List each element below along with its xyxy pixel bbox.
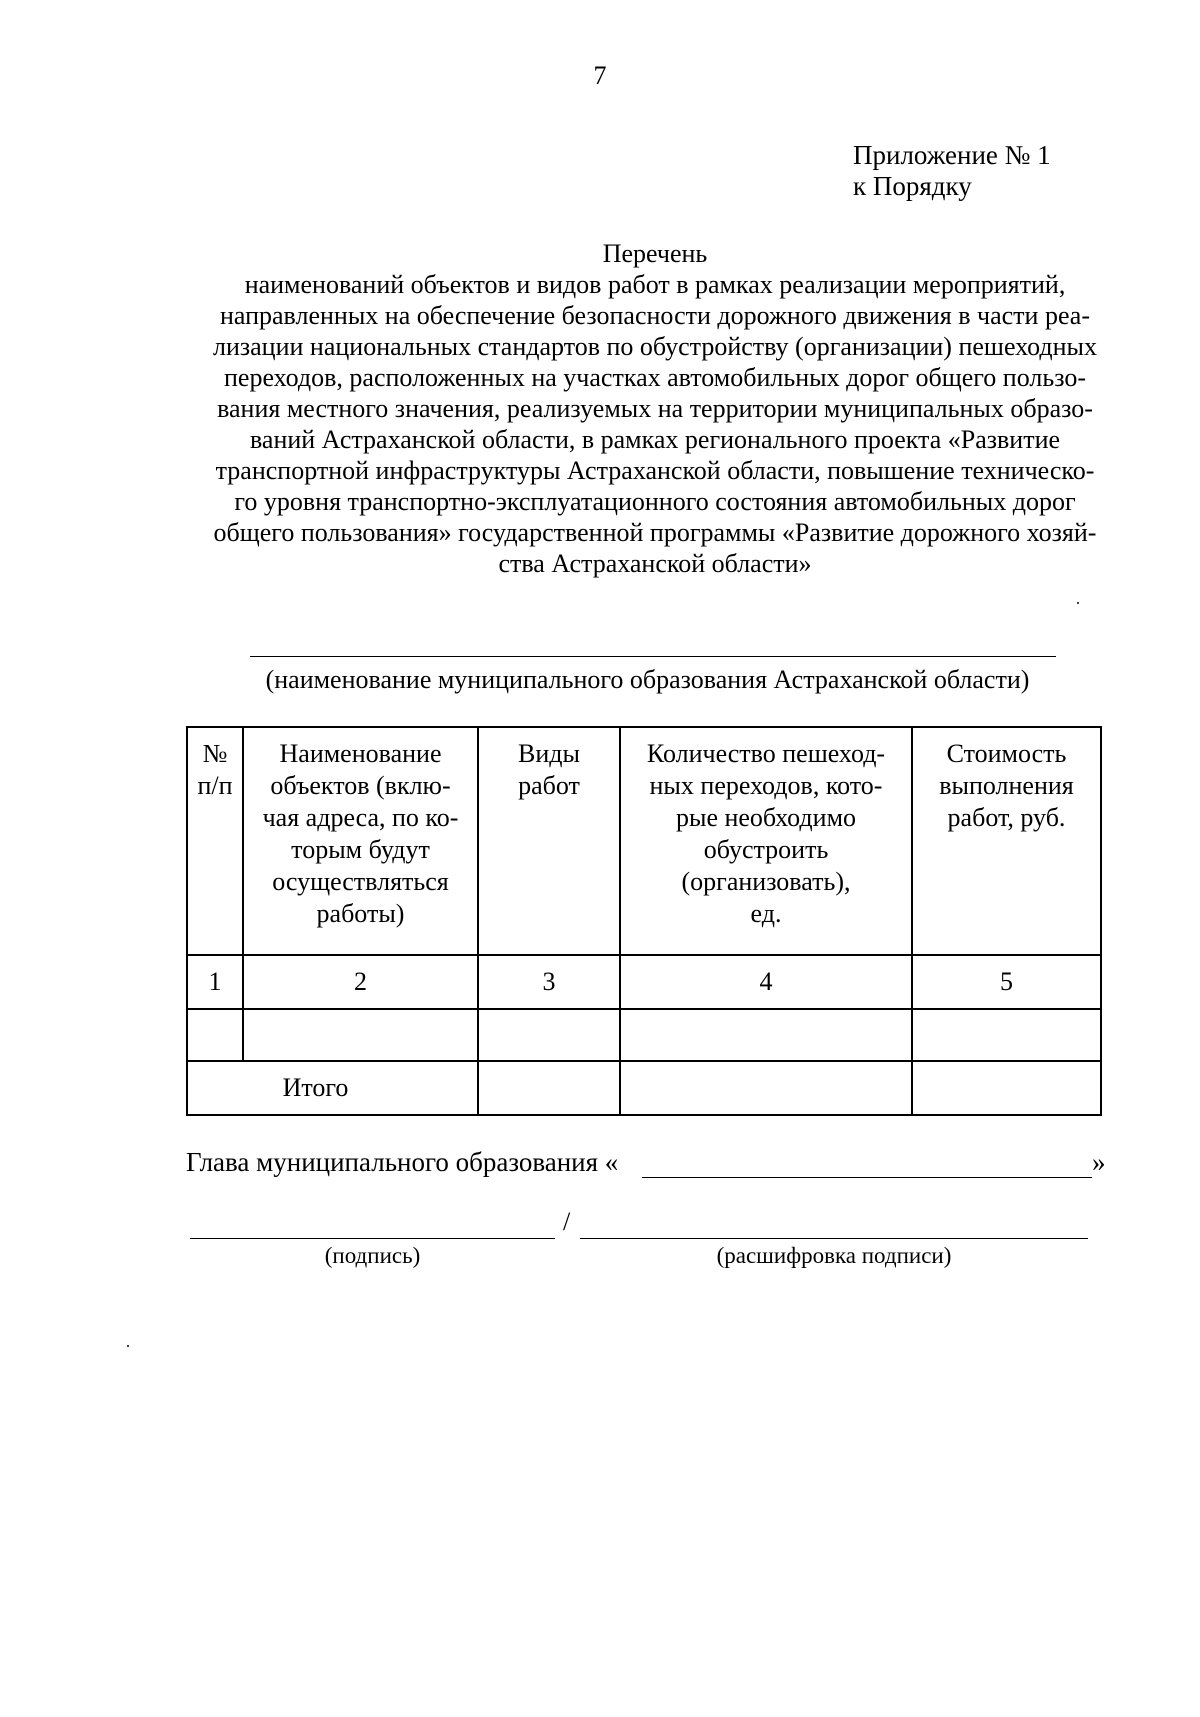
empty-cell[interactable] (187, 1009, 243, 1061)
signature-caption: (подпись) (324, 1243, 421, 1268)
column-numbers-row (187, 955, 1101, 1009)
column-number-cell: 4 (620, 955, 912, 1009)
total-cost-cell[interactable] (912, 1061, 1101, 1115)
column-number-cell: 2 (243, 955, 478, 1009)
column-number-cell: 1 (187, 955, 243, 1009)
signature-separator: / (563, 1207, 571, 1236)
empty-cell[interactable] (478, 1009, 620, 1061)
header-cell-number: № п/п (187, 727, 243, 955)
heading-line: транспортной инфраструктуры Астраханской области, повышение техническо- (215, 456, 1095, 485)
municipality-caption: (наименование муниципального образования Астраханской области) (265, 665, 1030, 694)
heading-line: вания местного значения, реализуемых на территории муниципальных образо- (217, 394, 1093, 423)
heading-line: переходов, расположенных на участках автомобильных дорог общего пользо- (224, 363, 1086, 392)
table-header-row (187, 727, 1101, 955)
heading-line: го уровня транспортно-эксплуатационного состояния автомобильных дорог (234, 487, 1076, 516)
heading-line: направленных на обеспечение безопасности дорожного движения в части реа- (219, 301, 1090, 330)
heading-line: ваний Астраханской области, в рамках регионального проекта «Развитие (249, 425, 1061, 454)
empty-cell[interactable] (620, 1009, 912, 1061)
page-number: 7 (593, 61, 607, 90)
appendix-line-2: к Порядку (853, 171, 972, 201)
column-number-cell: 5 (912, 955, 1101, 1009)
municipality-head-label: Глава муниципального образования « (186, 1147, 619, 1177)
heading-line: наименований объектов и видов работ в рамках реализации мероприятий, (244, 270, 1066, 299)
header-cell-object-name: Наименование объектов (вклю- чая адреса, по ко- торым будут осуществляться работы) (243, 727, 478, 955)
total-crossings-cell[interactable] (620, 1061, 912, 1115)
heading-title: Перечень (602, 239, 708, 268)
total-label: Итого (187, 1061, 478, 1115)
total-work-types-cell[interactable] (478, 1061, 620, 1115)
scan-speck (127, 1345, 129, 1347)
signature-line (190, 1238, 555, 1239)
signature-decode-caption: (расшифровка подписи) (716, 1243, 952, 1268)
heading-line: общего пользования» государственной программы «Развитие дорожного хозяй- (213, 518, 1097, 547)
heading-line: лизации национальных стандартов по обустройству (организации) пешеходных (212, 332, 1098, 361)
municipality-head-blank-line (642, 1177, 1092, 1178)
header-cell-work-types: Виды работ (478, 727, 620, 955)
empty-cell[interactable] (243, 1009, 478, 1061)
table-row (187, 1009, 1101, 1061)
heading-line: ства Астраханской области» (498, 549, 812, 578)
appendix-note (853, 140, 1051, 202)
empty-cell[interactable] (912, 1009, 1101, 1061)
municipality-blank-line (250, 656, 1056, 657)
appendix-line-1: Приложение № 1 (853, 140, 1051, 170)
document-heading (160, 238, 1150, 579)
column-number-cell: 3 (478, 955, 620, 1009)
header-cell-cost: Стоимость выполнения работ, руб. (912, 727, 1101, 955)
header-cell-crossings-count: Количество пешеход- ных переходов, кото- рые необходимо обустроить (организовать), ед. (620, 727, 912, 955)
objects-table (186, 726, 1102, 1116)
total-row (187, 1061, 1101, 1115)
signature-decode-line (580, 1238, 1088, 1239)
municipality-head-closing-quote: » (1092, 1147, 1106, 1177)
scan-speck (1077, 602, 1079, 604)
